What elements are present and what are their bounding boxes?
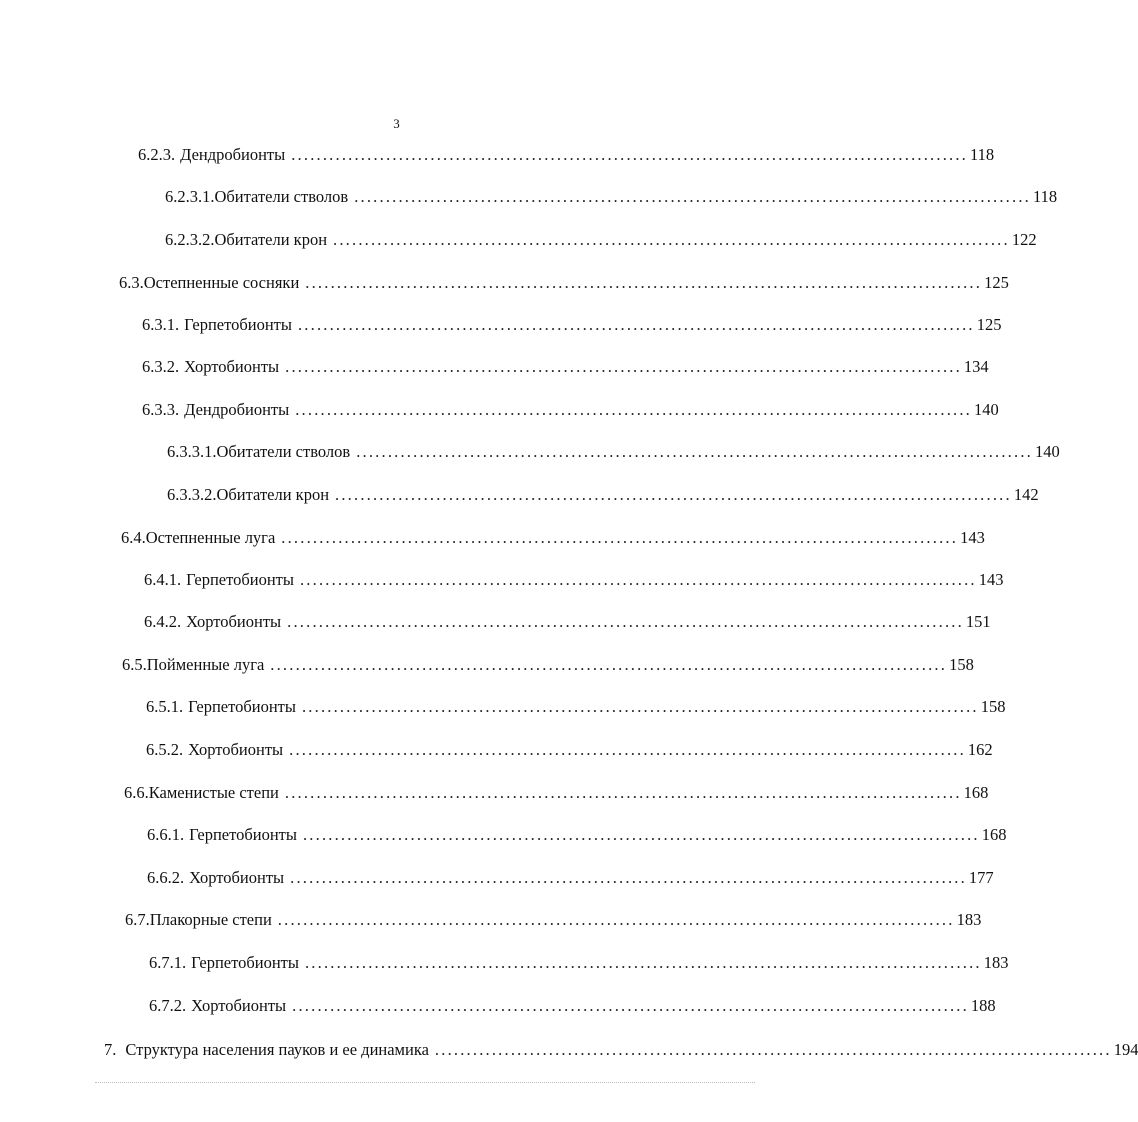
toc-entry-title: Дендробионты (180, 145, 286, 164)
toc-entry-title: Герпетобионты (189, 825, 297, 844)
toc-entry-title: Остепненные сосняки (143, 273, 300, 292)
dot-leader: ........................................................................................................... (291, 145, 969, 164)
dot-leader: ........................................................................................................... (292, 996, 969, 1015)
toc-entry-number: 6.3.1. (142, 315, 180, 334)
page-bottom-divider (95, 1082, 755, 1083)
toc-entry-number: 6.3.3. (142, 400, 180, 419)
dot-leader: ........................................................................................................... (285, 357, 962, 376)
toc-entry-title: Обитатели стволов (216, 442, 351, 461)
toc-entry-title: Герпетобионты (184, 315, 292, 334)
dot-leader: ........................................................................................................... (434, 1040, 1112, 1059)
toc-entry (165, 187, 1058, 207)
toc-entry-title: Структура населения пауков и ее динамика (125, 1040, 429, 1059)
toc-entry-number: 6.4. (121, 528, 146, 547)
toc-entry (124, 783, 989, 803)
toc-entry (142, 400, 999, 420)
toc-entry-title: Плакорные степи (149, 910, 272, 929)
page-number: 3 (393, 116, 400, 131)
dot-leader: ........................................................................................................... (356, 442, 1033, 461)
dot-leader: ........................................................................................................... (270, 655, 948, 674)
toc-entry-number: 7. (104, 1040, 117, 1059)
toc-entry (125, 910, 982, 930)
toc-entry-page: 168 (963, 783, 989, 802)
toc-entry-title: Хортобионты (186, 612, 282, 631)
toc-entry-title: Хортобионты (191, 996, 287, 1015)
dot-leader: ........................................................................................................... (333, 230, 1010, 249)
toc-entry-number: 6.7.1. (149, 953, 187, 972)
toc-entry-page: 142 (1013, 485, 1039, 504)
toc-entry (149, 953, 1009, 973)
toc-entry (146, 697, 1006, 717)
toc-entry (138, 145, 995, 165)
toc-entry-number: 6.4.1. (144, 570, 182, 589)
toc-entry-page: 188 (970, 996, 996, 1015)
toc-entry-number: 6.6.2. (147, 868, 185, 887)
toc-entry-page: 168 (981, 825, 1007, 844)
toc-entry-title: Обитатели крон (216, 485, 330, 504)
toc-entry-number: 6.3.2. (142, 357, 180, 376)
toc-entry (167, 485, 1039, 505)
toc-entry (144, 612, 991, 632)
toc-entry (121, 528, 985, 548)
dot-leader: ........................................................................................................... (295, 400, 973, 419)
toc-entry-page: 122 (1011, 230, 1037, 249)
dot-leader: ........................................................................................................... (289, 740, 966, 759)
toc-entry-title: Обитатели крон (214, 230, 328, 249)
toc-entry-page: 140 (974, 400, 999, 419)
toc-entry-page: 140 (1034, 442, 1060, 461)
dot-leader: ........................................................................................................... (304, 953, 982, 972)
toc-entry-number: 6.5.2. (146, 740, 184, 759)
toc-entry (104, 1040, 1138, 1060)
toc-entry-title: Хортобионты (189, 868, 285, 887)
dot-leader: ........................................................................................................... (277, 910, 955, 929)
dot-leader: ........................................................................................................... (290, 868, 967, 887)
toc-entry-title: Пойменные луга (146, 655, 265, 674)
dot-leader: ........................................................................................................... (354, 187, 1031, 206)
dot-leader: ........................................................................................................... (299, 570, 977, 589)
toc-entry-page: 177 (968, 868, 994, 887)
toc-entry (142, 357, 989, 377)
toc-entry-page: 158 (980, 697, 1006, 716)
dot-leader: ........................................................................................................... (287, 612, 964, 631)
dot-leader: ........................................................................................................... (297, 315, 975, 334)
toc-entry-page: 118 (970, 145, 995, 164)
dot-leader: ........................................................................................................... (305, 273, 983, 292)
toc-entry (165, 230, 1037, 250)
toc-entry-title: Хортобионты (188, 740, 284, 759)
toc-entry-number: 6.5.1. (146, 697, 184, 716)
toc-entry-number: 6.3.3.2. (167, 485, 217, 504)
toc-entry (119, 273, 1009, 293)
toc-entry-number: 6.2.3. (138, 145, 176, 164)
toc-entry-page: 183 (983, 953, 1009, 972)
toc-entry-number: 6.5. (122, 655, 147, 674)
toc-entry-page: 151 (965, 612, 991, 631)
toc-entry-page: 158 (949, 655, 974, 674)
toc-entry-title: Герпетобионты (191, 953, 299, 972)
toc-entry-page: 194 (1113, 1040, 1138, 1059)
toc-entry-title: Остепненные луга (145, 528, 276, 547)
toc-entry-number: 6.6. (124, 783, 149, 802)
dot-leader: ........................................................................................................... (281, 528, 959, 547)
toc-entry-page: 118 (1032, 187, 1058, 206)
toc-entry (147, 825, 1007, 845)
toc-entry-number: 6.7.2. (149, 996, 187, 1015)
toc-entry-page: 143 (960, 528, 985, 547)
toc-entry-title: Каменистые степи (148, 783, 279, 802)
dot-leader: ........................................................................................................... (335, 485, 1012, 504)
toc-entry-title: Обитатели стволов (214, 187, 349, 206)
toc-entry (142, 315, 1002, 335)
toc-entry (146, 740, 993, 760)
toc-entry-title: Хортобионты (184, 357, 280, 376)
dot-leader: ........................................................................................................... (302, 825, 980, 844)
toc-entry-title: Герпетобионты (186, 570, 294, 589)
toc-entry (149, 996, 996, 1016)
toc-entry-page: 143 (978, 570, 1004, 589)
toc-entry-title: Герпетобионты (188, 697, 296, 716)
toc-entry-number: 6.6.1. (147, 825, 185, 844)
toc-entry-title: Дендробионты (184, 400, 290, 419)
toc-entry (144, 570, 1004, 590)
dot-leader: ........................................................................................................... (301, 697, 979, 716)
toc-entry (147, 868, 994, 888)
toc-entry-page: 162 (967, 740, 993, 759)
toc-entry-page: 134 (963, 357, 989, 376)
toc-entry-page: 125 (976, 315, 1002, 334)
toc-entry-page: 183 (956, 910, 982, 929)
toc-entry-number: 6.2.3.1. (165, 187, 215, 206)
toc-entry-number: 6.3. (119, 273, 144, 292)
toc-entry (122, 655, 974, 675)
toc-entry-number: 6.7. (125, 910, 150, 929)
toc-entry-number: 6.4.2. (144, 612, 182, 631)
dot-leader: ........................................................................................................... (284, 783, 962, 802)
toc-entry-number: 6.3.3.1. (167, 442, 217, 461)
toc-entry-number: 6.2.3.2. (165, 230, 215, 249)
toc-entry (167, 442, 1060, 462)
toc-entry-page: 125 (984, 273, 1009, 292)
